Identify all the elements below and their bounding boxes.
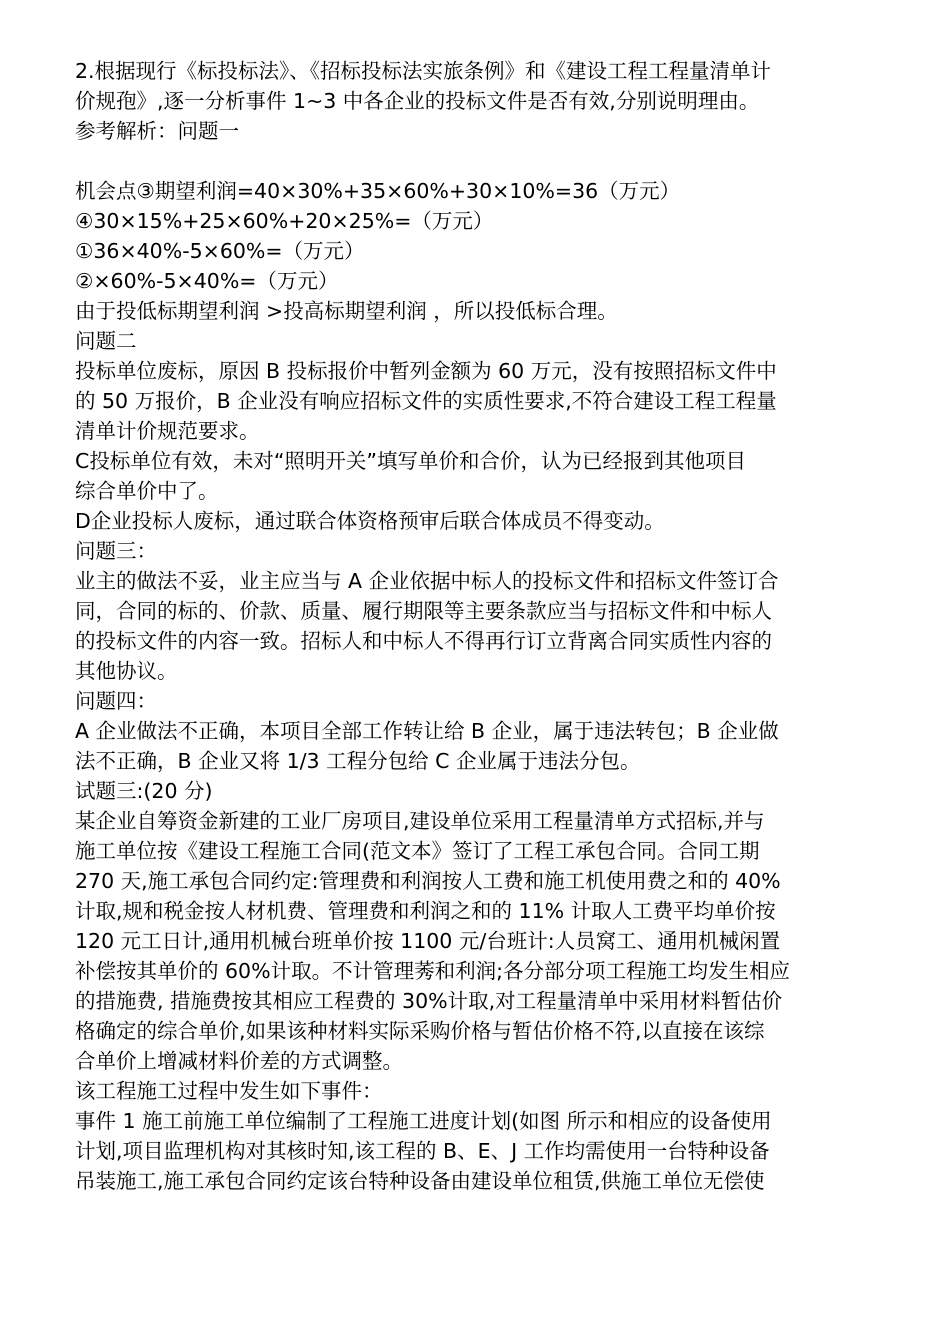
text-line: 计取,规和税金按人材机费、管理费和利润之和的 11% 计取人工费平均单价按 xyxy=(75,899,776,923)
text-line: 清单计价规范要求。 xyxy=(75,419,260,443)
document-page xyxy=(75,56,865,1196)
text-line: ①36×40%-5×60%=（万元） xyxy=(75,239,365,263)
section-heading: 参考解析：问题一 xyxy=(75,119,239,143)
section-heading: 问题三： xyxy=(75,539,157,563)
text-line: 该工程施工过程中发生如下事件： xyxy=(75,1079,383,1103)
section-heading: 试题三:(20 分) xyxy=(75,779,213,803)
text-line: 的 50 万报价，B 企业没有响应招标文件的实质性要求,不符合建设工程工程量 xyxy=(75,389,777,413)
text-line: D企业投标人废标，通过联合体资格预审后联合体成员不得变动。 xyxy=(75,509,665,533)
text-line: 120 元工日计,通用机械台班单价按 1100 元/台班计:人员窝工、通用机械闲置 xyxy=(75,929,781,953)
text-line: 2.根据现行《标投标法》、《招标投标法实旅条例》和《建设工程工程量清单计 xyxy=(75,59,772,83)
text-line: 吊装施工,施工承包合同约定该台特种设备由建设单位租赁,供施工单位无偿使 xyxy=(75,1169,765,1193)
text-line: 事件 1 施工前施工单位编制了工程施工进度计划(如图 所示和相应的设备使用 xyxy=(75,1109,772,1133)
section-heading: 问题二 xyxy=(75,329,137,353)
text-line: 的投标文件的内容一致。招标人和中标人不得再行订立背离合同实质性内容的 xyxy=(75,629,772,653)
text-line: 其他协议。 xyxy=(75,659,178,683)
text-line: 投标单位废标，原因 B 投标报价中暂列金额为 60 万元，没有按照招标文件中 xyxy=(75,359,777,383)
text-line: C投标单位有效，未对“照明开关”填写单价和合价，认为已经报到其他项目 xyxy=(75,449,747,473)
text-line: 格确定的综合单价,如果该种材料实际采购价格与暂估价格不符,以直接在该综 xyxy=(75,1019,765,1043)
text-line: ④30×15%+25×60%+20×25%=（万元） xyxy=(75,209,494,233)
text-line: 合单价上增减材料价差的方式调整。 xyxy=(75,1049,403,1073)
text-line: 价规孢》,逐一分析事件 1~3 中各企业的投标文件是否有效,分别说明理由。 xyxy=(75,89,760,113)
text-line: 同，合同的标的、价款、质量、履行期限等主要条款应当与招标文件和中标人 xyxy=(75,599,772,623)
blank-line xyxy=(75,146,865,176)
text-line: 由于投低标期望利润 >投高标期望利润 ，所以投低标合理。 xyxy=(75,299,618,323)
text-line: A 企业做法不正确，本项目全部工作转让给 B 企业，属于违法转包；B 企业做 xyxy=(75,719,779,743)
text-line: ②×60%-5×40%=（万元） xyxy=(75,269,339,293)
text-line: 的措施费, 措施费按其相应工程费的 30%计取,对工程量清单中采用材料暂估价 xyxy=(75,989,783,1013)
text-line: 某企业自筹资金新建的工业厂房项目,建设单位采用工程量清单方式招标,并与 xyxy=(75,809,765,833)
text-line: 法不正确，B 企业又将 1/3 工程分包给 C 企业属于违法分包。 xyxy=(75,749,641,773)
text-line: 计划,项目监理机构对其核时知,该工程的 B、E、J 工作均需使用一台特种设备 xyxy=(75,1139,770,1163)
section-heading: 问题四： xyxy=(75,689,157,713)
text-line: 机会点③期望利润=40×30%+35×60%+30×10%=36（万元） xyxy=(75,179,681,203)
text-line: 270 天,施工承包合同约定:管理费和利润按人工费和施工机使用费之和的 40% xyxy=(75,869,781,893)
text-line: 补偿按其单价的 60%计取。不计管理莠和利润;各分部分项工程施工均发生相应 xyxy=(75,959,790,983)
text-line: 综合单价中了。 xyxy=(75,479,219,503)
text-line: 业主的做法不妥，业主应当与 A 企业依据中标人的投标文件和招标文件签订合 xyxy=(75,569,779,593)
text-line: 施工单位按《建设工程施工合同(范文本》签订了工程工承包合同。合同工期 xyxy=(75,839,760,863)
